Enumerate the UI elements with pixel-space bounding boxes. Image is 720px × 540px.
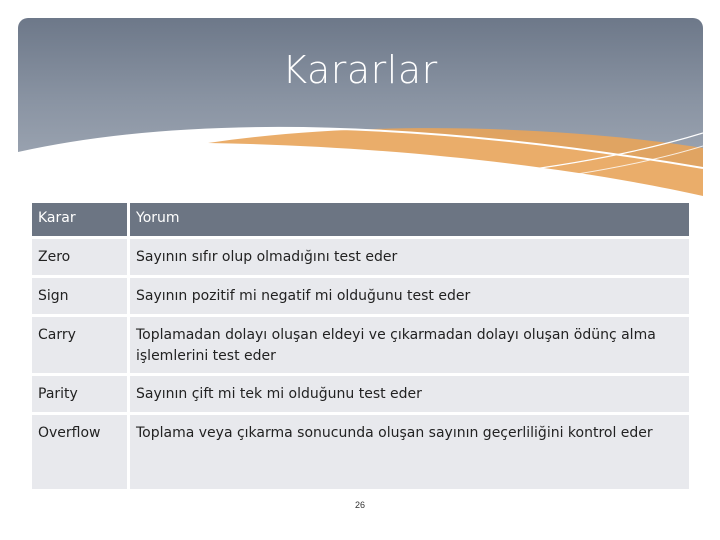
cell-yorum: Sayının pozitif mi negatif mi olduğunu test eder xyxy=(129,277,690,316)
title-banner xyxy=(18,18,703,204)
cell-karar: Parity xyxy=(32,375,129,414)
table-row xyxy=(32,238,689,277)
cell-karar: Overflow xyxy=(32,414,129,490)
cell-yorum: Toplama veya çıkarma sonucunda oluşan sayının geçerliliğini kontrol eder xyxy=(129,414,690,490)
column-header-karar: Karar xyxy=(32,203,129,238)
table-row xyxy=(32,375,689,414)
page-number: 26 xyxy=(354,500,365,510)
table-row xyxy=(32,414,689,490)
decisions-table xyxy=(32,203,689,489)
decorative-swoosh xyxy=(18,18,703,204)
cell-yorum: Sayının sıfır olup olmadığını test eder xyxy=(129,238,690,277)
table-row xyxy=(32,316,689,375)
table-header-row xyxy=(32,203,689,238)
cell-yorum: Sayının çift mi tek mi olduğunu test eder xyxy=(129,375,690,414)
cell-yorum: Toplamadan dolayı oluşan eldeyi ve çıkarmadan dolayı oluşan ödünç alma işlemlerini test eder xyxy=(129,316,690,375)
column-header-yorum: Yorum xyxy=(129,203,690,238)
cell-karar: Carry xyxy=(32,316,129,375)
table-row xyxy=(32,277,689,316)
cell-karar: Sign xyxy=(32,277,129,316)
cell-karar: Zero xyxy=(32,238,129,277)
page-title: Kararlar xyxy=(282,48,438,92)
